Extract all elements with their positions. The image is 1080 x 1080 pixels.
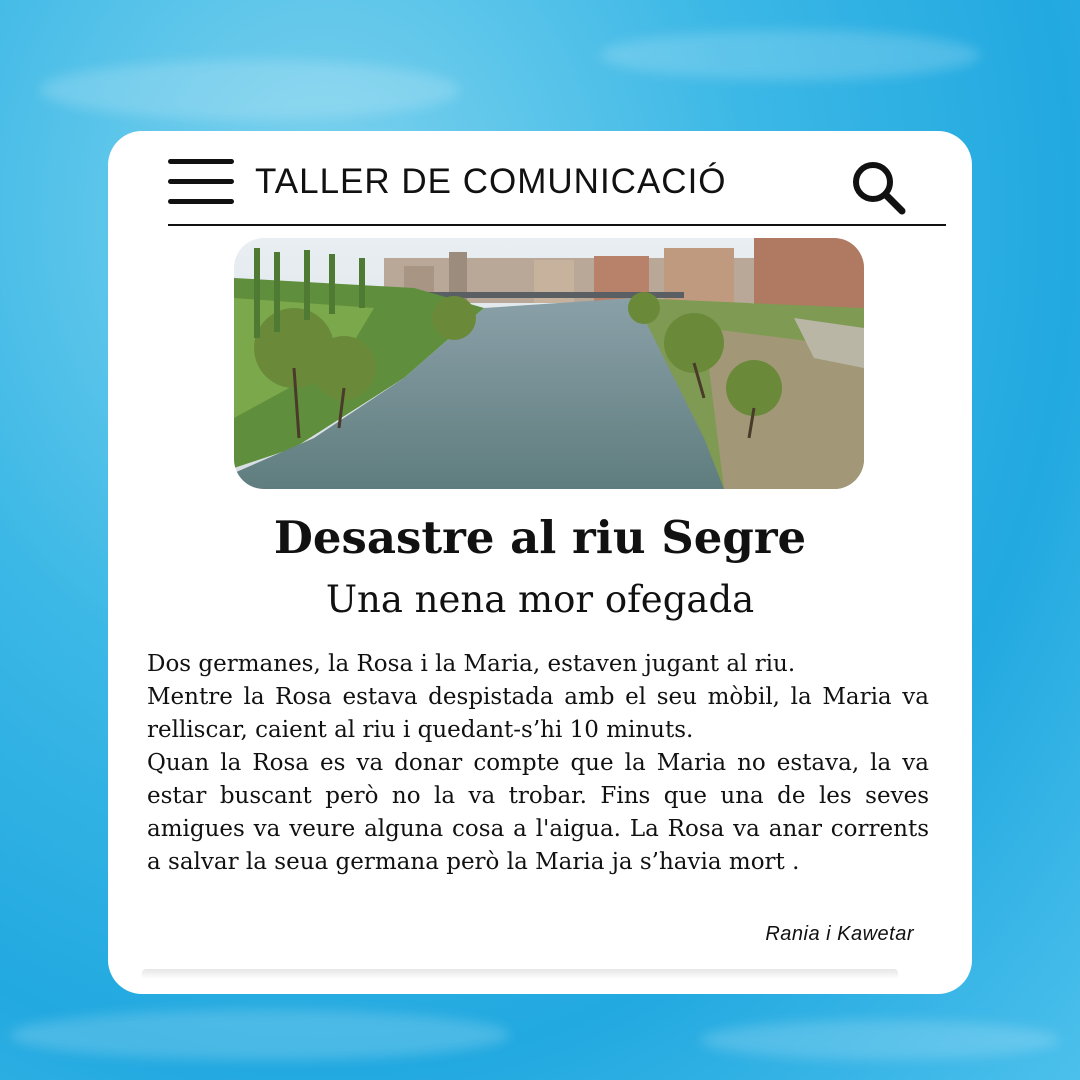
article-author: Rania i Kawetar xyxy=(765,923,914,945)
water-reflection xyxy=(600,30,980,80)
river-segre-photo xyxy=(234,238,864,489)
article-paragraph: Dos germanes, la Rosa i la Maria, estaven jugant al riu. xyxy=(147,651,796,677)
water-reflection xyxy=(700,1020,1060,1060)
article-card xyxy=(108,131,972,994)
app-header xyxy=(168,159,946,225)
hamburger-menu-icon[interactable] xyxy=(168,159,234,207)
article-headline: Desastre al riu Segre xyxy=(273,511,807,564)
article-subheadline: Una nena mor ofegada xyxy=(325,578,755,621)
header-title: TALLER DE COMUNICACIÓ xyxy=(255,162,727,201)
header-divider xyxy=(168,224,946,226)
river-photo-illustration xyxy=(234,238,864,489)
water-reflection xyxy=(10,1010,510,1060)
search-icon[interactable] xyxy=(850,159,906,215)
article-body xyxy=(147,648,929,879)
article-paragraph: Mentre la Rosa estava despistada amb el seu mòbil, la Maria va relliscar, caient al riu i quedant-s’hi 10 minuts. xyxy=(147,684,929,743)
article-paragraph: Quan la Rosa es va donar compte que la Maria no estava, la va estar buscant però no la va trobar. Fins que una de les seves amigues va veure alguna cosa a l'aigua. La Rosa va anar corrents a salvar la seua germana però la Maria ja s’havia mort . xyxy=(147,750,929,875)
water-reflection xyxy=(40,60,460,120)
card-bottom-shadow xyxy=(142,969,898,979)
